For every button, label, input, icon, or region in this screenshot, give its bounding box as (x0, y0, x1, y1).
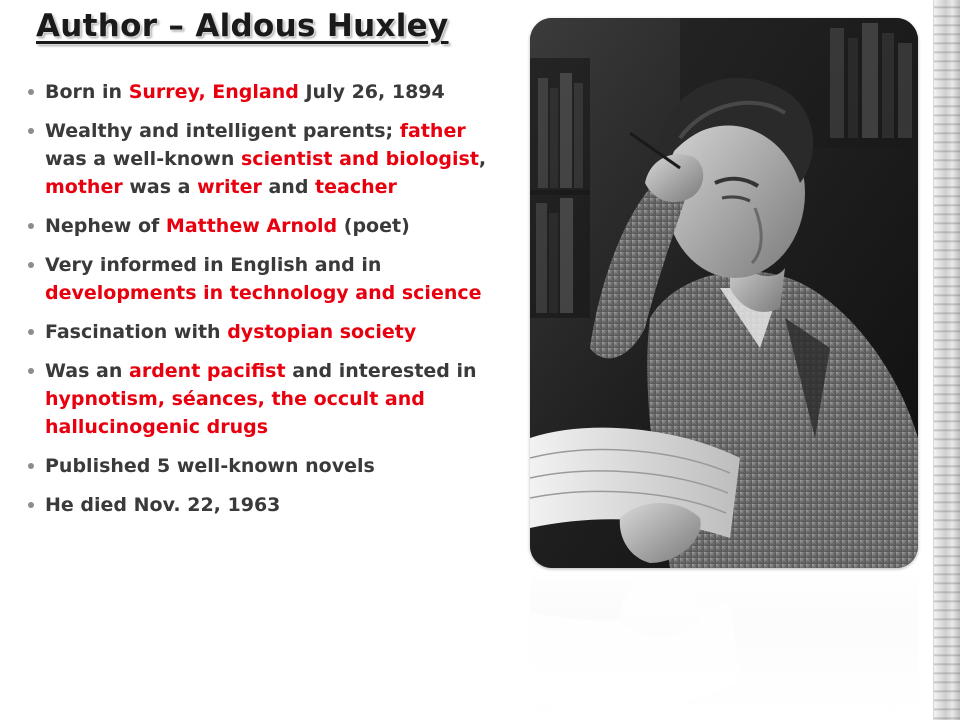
highlighted-text: ardent pacifist (129, 360, 286, 382)
bullet-nephew (26, 212, 504, 240)
author-portrait-photo (530, 18, 918, 568)
bullet-text: July 26, 1894 (298, 81, 445, 103)
bullet-dot-icon (28, 368, 34, 374)
highlighted-text: mother (45, 176, 123, 198)
bullet-birth (26, 78, 504, 106)
portrait-illustration (530, 18, 918, 568)
bullet-dot-icon (28, 89, 34, 95)
bullet-text: Born in (45, 81, 129, 103)
decorative-edge-strip (934, 0, 960, 720)
bullet-dot-icon (28, 128, 34, 134)
highlighted-text: Matthew Arnold (165, 215, 338, 237)
bullet-text: He died Nov. 22, 1963 (45, 494, 281, 516)
bullet-text: (poet) (337, 215, 410, 237)
highlighted-text: scientist and biologist (241, 148, 479, 170)
bullet-text: Fascination with (45, 321, 228, 343)
bullet-novels (26, 452, 504, 480)
bullet-pacifist (26, 357, 504, 441)
highlighted-text: father (399, 120, 466, 142)
bullet-dot-icon (28, 502, 34, 508)
bullet-list (26, 78, 504, 530)
highlighted-text: dystopian society (227, 321, 417, 343)
bullet-dot-icon (28, 223, 34, 229)
bullet-text: Nephew of (45, 215, 166, 237)
bullet-text: was a well-known (45, 148, 241, 170)
bullet-fascination (26, 318, 504, 346)
bullet-text: and interested in (285, 360, 477, 382)
highlighted-text: Surrey, England (128, 81, 299, 103)
bullet-dot-icon (28, 262, 34, 268)
bullet-dot-icon (28, 463, 34, 469)
bullet-text: and (261, 176, 316, 198)
highlighted-text: writer (197, 176, 262, 198)
bullet-text: was a (122, 176, 198, 198)
highlighted-text: teacher (315, 176, 397, 198)
reflection-fade (528, 572, 920, 720)
bullet-text: Very informed in English and in (45, 254, 382, 276)
bullet-dot-icon (28, 329, 34, 335)
slide-title: Author – Aldous Huxley (36, 8, 449, 44)
highlighted-text: developments in technology and science (45, 282, 482, 304)
bullet-death (26, 491, 504, 519)
bullet-text: Published 5 well-known novels (45, 455, 375, 477)
bullet-text: Wealthy and intelligent parents; (45, 120, 400, 142)
bullet-text: Was an (45, 360, 129, 382)
bullet-parents (26, 117, 504, 201)
bullet-informed (26, 251, 504, 307)
highlighted-text: hypnotism, séances, the occult and hallucinogenic drugs (45, 388, 425, 438)
bullet-text: , (478, 148, 487, 170)
